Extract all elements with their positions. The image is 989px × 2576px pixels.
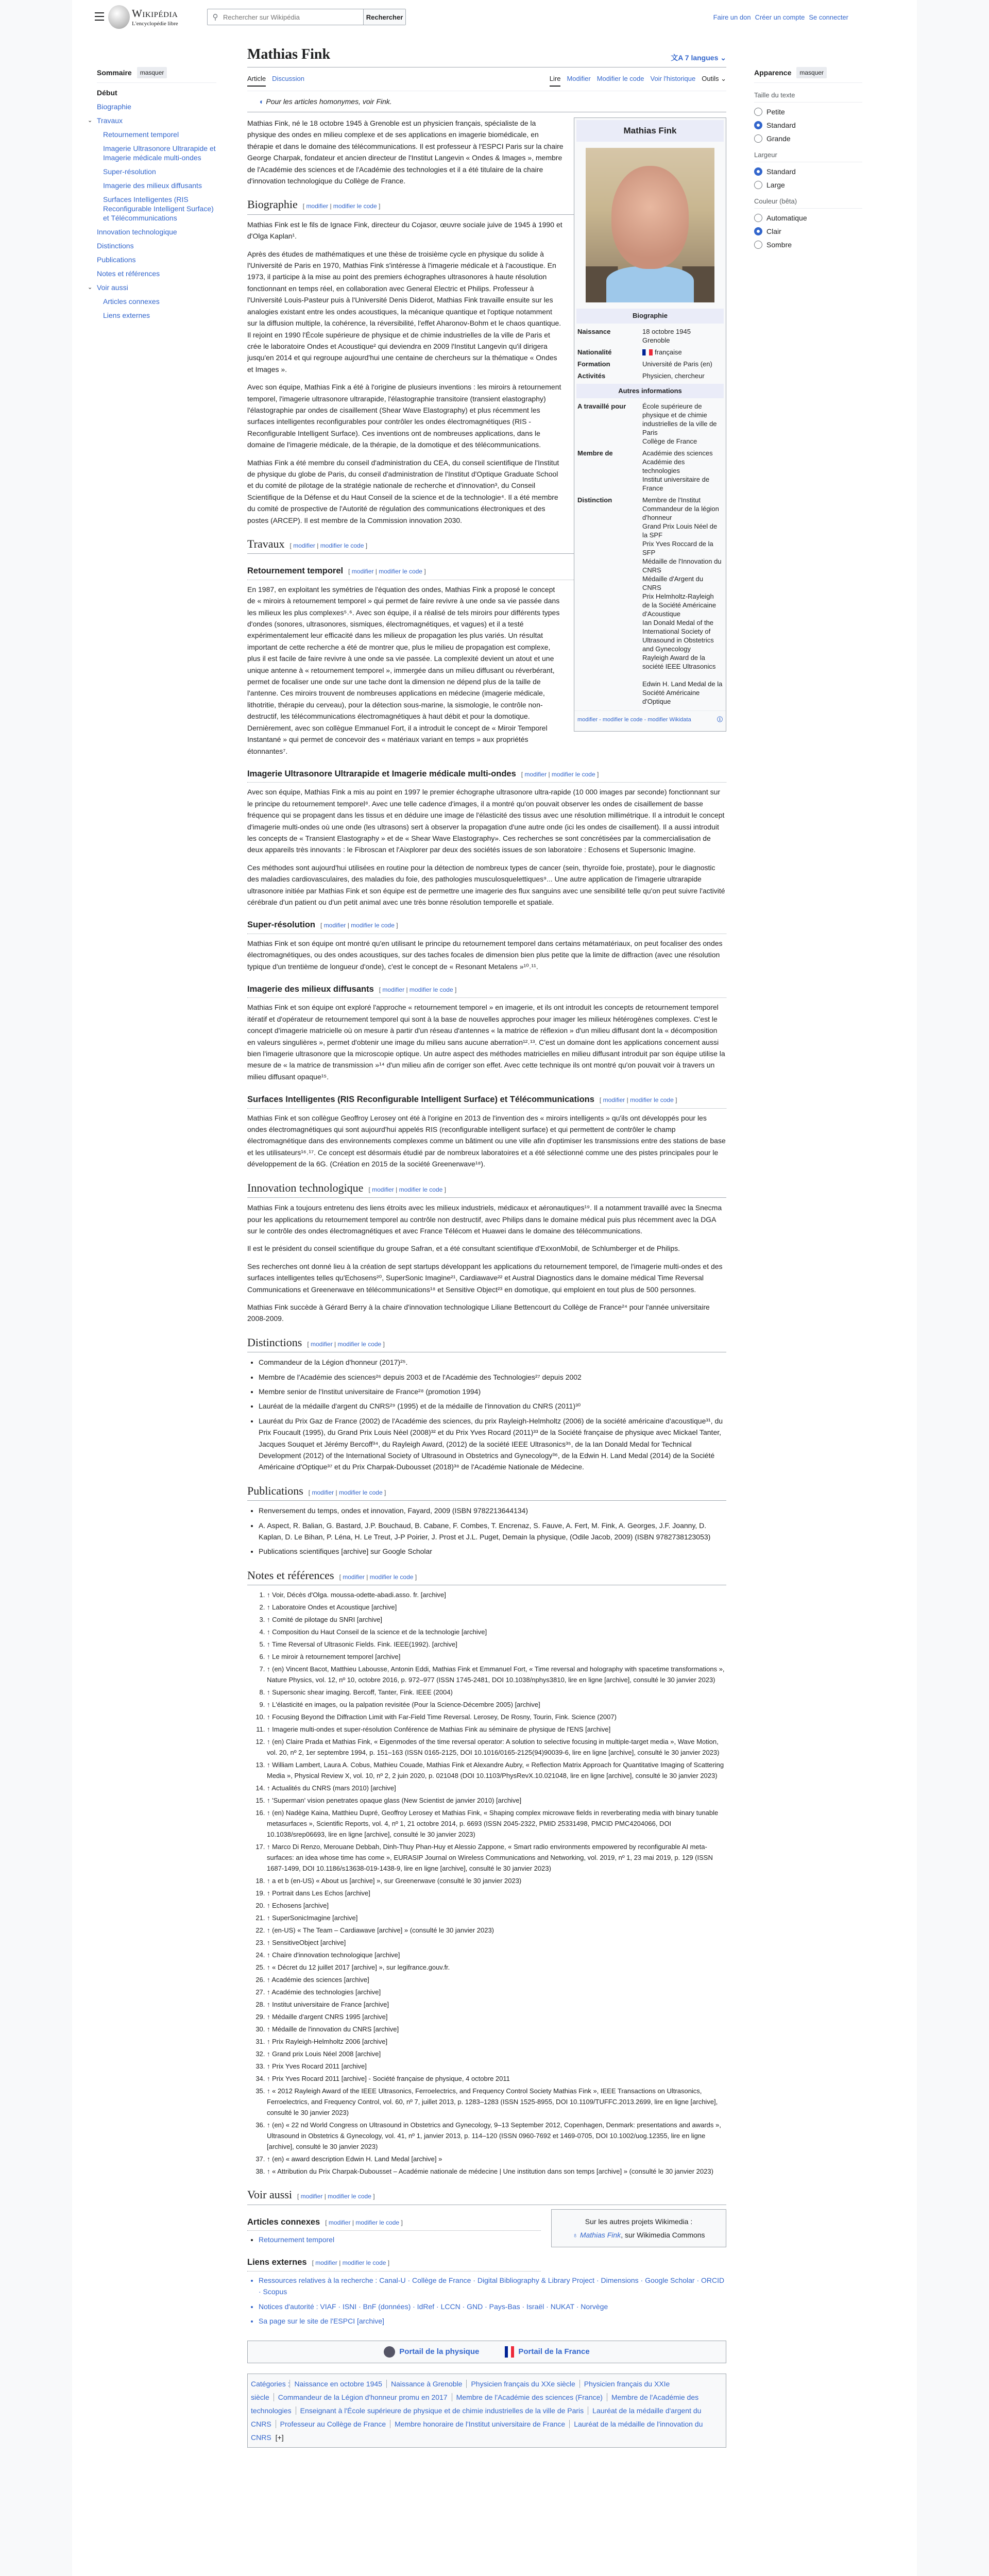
radio-option[interactable] [754,167,862,176]
publications-list [259,1505,726,1557]
reference-item[interactable]: 31. ↑ Prix Rayleigh-Helmholtz 2006 [archive] [267,2036,726,2047]
portals-box [247,2341,726,2363]
paragraph: Mathias Fink succède à Gérard Berry à la chaire d'innovation technologique Liliane Bettencourt du Collège de France²⁴ pour l'année universitaire 2008-2009. [247,1302,710,1323]
appearance-title: Apparence [754,69,792,77]
infobox-key: Nationalité [577,348,612,356]
section-heading-notes: Notes et références [ modifier | modifier le code ] [247,1570,726,1585]
reference-item[interactable]: 8. ↑ Supersonic shear imaging. Bercoff, Tanter, Fink. IEEE (2004) [267,1687,726,1698]
radio-button[interactable] [754,121,762,129]
section-heading-articles-connexes: Articles connexes [ modifier | modifier le code ] [247,2216,541,2231]
external-link-item[interactable]: • Notices d'autorité : VIAF · ISNI · BnF (données) · IdRef · LCCN · GND · Pays-Bas · Israël · NUKAT · Norvège [259,2301,726,2312]
categories-expand-button[interactable]: [+] [275,2433,284,2442]
infobox-title: Mathias Fink [576,120,724,142]
tab-article[interactable]: Article [247,75,266,87]
categories-label[interactable]: Catégories : [251,2379,290,2388]
edit-source-link[interactable]: modifier le code [409,986,453,993]
reference-item[interactable]: 33. ↑ Prix Yves Rocard 2011 [archive] [267,2061,726,2072]
edit-link[interactable]: modifier [306,202,329,210]
search-form [207,9,406,25]
reference-item[interactable]: 34. ↑ Prix Yves Rocard 2011 [archive] - Société française de physique, 4 octobre 2011 [267,2073,726,2084]
hamburger-menu-icon[interactable] [95,12,104,21]
paragraph: Mathias Fink et son équipe ont montré qu'en utilisant le principe du retournement temporel dans certains métamatériaux, on peut focaliser des ondes électromagnétiques, ou des ondes acoustiques, sur des taches focales de dimension bien plus petite que la limite de diffraction (avec une résolution typique d'un trentième de longueur d'onde), c'est le concept de « Resonant Metalens »¹⁰˒¹¹. [247,939,723,971]
donate-link[interactable]: Faire un don [713,13,751,21]
toc-hide-button[interactable]: masquer [137,67,167,78]
toc-item-label[interactable]: Travaux [97,116,123,125]
category-link [289,2380,386,2388]
reference-item[interactable]: 21. ↑ SuperSonicImagine [archive] [267,1912,726,1923]
edit-source-link[interactable]: modifier le code [342,2259,386,2267]
reference-item[interactable]: 20. ↑ Echosens [archive] [267,1900,726,1911]
radio-button[interactable] [754,108,762,116]
reference-item[interactable]: 15. ↑ 'Superman' vision penetrates opaque glass (New Scientist de janvier 2010) [archive] [267,1795,726,1806]
tab-edit[interactable]: Modifier [567,75,591,82]
edit-links: [ modifier | modifier le code ] [289,542,368,549]
radio-button[interactable] [754,134,762,143]
portal-france-link[interactable]: Portail de la France [518,2347,590,2356]
edit-source-link[interactable]: modifier le code [379,568,422,575]
infobox-value-text: École supérieure de physique et de chimie industrielles de la ville de Paris Collège de France [642,402,717,446]
search-input[interactable] [223,9,363,25]
toc-item-label[interactable]: Liens externes [103,311,150,319]
category-link [466,2380,579,2388]
sister-projects-box [551,2209,726,2247]
category-link-text[interactable]: Naissance à Grenoble [390,2379,463,2388]
edit-link[interactable]: modifier [311,1340,333,1348]
infobox-row [574,346,726,358]
toc-item[interactable] [97,167,216,176]
article-body [247,117,726,2448]
edit-links: [ modifier | modifier le code ] [599,1096,677,1104]
infobox-value [642,348,723,357]
category-link [274,2393,452,2401]
edit-links: [ modifier | modifier le code ] [320,922,398,929]
toc-item[interactable] [97,88,216,97]
physics-portal-icon [384,2346,395,2358]
radio-option[interactable] [754,241,862,249]
appearance-group-label: Couleur (bêta) [754,194,862,209]
reference-item[interactable]: 19. ↑ Portrait dans Les Echos [archive] [267,1888,726,1899]
reference-item[interactable]: 11. ↑ Imagerie multi-ondes et super-résolution Conférence de Mathias Fink au séminaire de physique de l'ENS [archive] [267,1724,726,1735]
edit-link[interactable]: modifier [300,2193,323,2200]
login-link[interactable]: Se connecter [809,13,848,21]
reference-item[interactable]: 27. ↑ Académie des technologies [archive] [267,1987,726,1997]
logo-tagline: L'encyclopédie libre [132,21,178,27]
reference-item[interactable]: 29. ↑ Médaille d'argent CNRS 1995 [archive] [267,2011,726,2022]
chevron-down-icon[interactable]: ⌄ [88,284,93,291]
section-heading-publications: Publications [ modifier | modifier le code ] [247,1485,726,1501]
reference-item[interactable]: 12. ↑ (en) Claire Prada et Mathias Fink, « Eigenmodes of the time reversal operator: A solution to selective focusing in multiple-target media », Wave Motion, vol. 20, nº 2, 1er septembre 1994, p. 151–163 (ISSN 0165-2125, DOI 10.1016/0165-2125(94)90039-6, lire en ligne [archive], consulté le 30 janvier 2023) [267,1736,726,1758]
category-link [390,2420,569,2428]
infobox-row [574,494,726,707]
toc-item-label[interactable]: Biographie [97,103,131,111]
external-link-item[interactable]: • Sa page sur le site de l'ESPCI [archive] [259,2315,726,2327]
reference-item[interactable]: 18. ↑ a et b (en-US) « About us [archive] », sur Greenerwave (consulté le 30 janvier 2023) [267,1875,726,1886]
edit-link[interactable]: modifier [323,922,346,929]
toc-sidebar [88,67,216,325]
external-link-item[interactable]: • Ressources relatives à la recherche : Canal-U · Collège de France · Digital Bibliography & Library Project · Dimensions · Google Scholar · ORCID · Scopus [259,2275,726,2298]
header [72,0,917,36]
distinction-item: • Membre senior de l'Institut universitaire de France²⁸ (promotion 1994) [259,1386,726,1397]
reference-item[interactable]: 23. ↑ SensitiveObject [archive] [267,1937,726,1948]
toc-item[interactable] [97,297,216,306]
toc-item[interactable] [88,283,216,292]
toc-list [88,88,216,320]
toc-item-label[interactable]: Publications [97,256,136,264]
france-flag-icon [642,349,653,355]
reference-item[interactable]: 14. ↑ Actualités du CNRS (mars 2010) [archive] [267,1783,726,1793]
infobox-value-text: 18 octobre 1945 Grenoble [642,327,691,344]
tab-edit-source[interactable]: Modifier le code [596,75,644,82]
infobox-value [642,496,723,706]
tab-read[interactable]: Lire [550,75,561,87]
reference-item[interactable]: 5. ↑ Time Reversal of Ultrasonic Fields. Fink. IEEE(1992). [archive] [267,1639,726,1650]
edit-source-link[interactable]: modifier le code [328,2193,371,2200]
toc-item-label[interactable]: Distinctions [97,242,134,250]
intro-paragraph: Mathias Fink, né le 18 octobre 1945 à Grenoble est un physicien français, spécialiste de la physique des ondes en milieu complexe et de ses applications en imagerie biomédicale, en thérapie et dans le domaine des télécommunications. Il est professeur à l'ESPCI Paris sur la chaire George Charpak, fondateur et ancien directeur de l'Institut Langevin « Ondes & Images », membre de l'Académie des sciences et de l'Académie des technologies et il a été titulaire de la chaire d'innovation technologique du Collège de France. [247,119,564,185]
appearance-group-label: Taille du texte [754,88,862,103]
edit-source-link[interactable]: modifier le code [333,202,377,210]
reference-item[interactable]: 24. ↑ Chaire d'innovation technologique [archive] [267,1950,726,1960]
edit-source-link[interactable]: modifier le code [351,922,395,929]
toc-item[interactable] [88,116,216,125]
reference-item[interactable]: 9. ↑ L'élasticité en images, ou la palpation revisitée (Pour la Science-Décembre 2005) [archive] [267,1699,726,1710]
toc-item-label[interactable]: Innovation technologique [97,228,177,236]
paragraph: Il est le président du conseil scientifique du groupe Safran, et a été consultant scientifique d'ExxonMobil, de Schlumberger et de Philips. [247,1244,680,1253]
radio-button[interactable] [754,227,762,235]
categories-box [247,2374,726,2448]
radio-button[interactable] [754,241,762,249]
edit-link[interactable]: modifier [351,568,374,575]
appearance-hide-button[interactable]: masquer [796,67,827,78]
paragraph: Mathias Fink et son équipe ont exploré l'approche « retournement temporel » en imagerie, et ils ont introduit les concepts de retournement temporel itératif et d'opérateur de retournement temporel qui sont à la base de nouvelles approches pour imager les milieux hétérogènes complexes. C'est le concept d'imagerie matricielle où on mesure à partir d'un réseau d'antennes « la matrice de réflexion » d'un milieu diffusant dont la « décomposition en valeurs singulières », permet d'obtenir une image du milieu sans aucune aberration¹²˒¹³. C'est un domaine dont les applications concernent aussi bien l'imagerie ultrasonore que la microscopie optique. Un autre aspect des méthodes matricielles en milieu diffusant introduit par son équipe utilise la mesure de « la matrice de transmission »¹⁴ d'un milieu afin de corriger son effet. Avec cette technique ils ont montré qu'on pouvait voir à travers un milieu diffusant opaque¹⁵. [247,1003,725,1081]
toc-item[interactable] [97,195,216,223]
tools-dropdown[interactable]: Outils ⌄ [702,75,726,82]
appearance-panel [754,67,862,254]
search-button[interactable]: Rechercher [363,9,405,25]
page-title: Mathias Fink [247,46,331,62]
portal-physics-link[interactable]: Portail de la physique [399,2347,480,2356]
reference-item[interactable]: 10. ↑ Focusing Beyond the Diffraction Limit with Far-Field Time Reversal. Lerosey, De Rosny, Tourin, Fink. Science (2007) [267,1711,726,1722]
section-title: Imagerie des milieux diffusants [247,985,374,994]
disambiguation-icon: ◐ [260,97,266,106]
toc-item-label[interactable]: Imagerie des milieux diffusants [103,181,202,190]
commons-suffix: , sur Wikimedia Commons [621,2230,705,2239]
page-tabs [247,75,726,91]
toc-item[interactable] [97,241,216,250]
search-icon: ⚲ [212,13,218,22]
infobox-edit-links[interactable]: modifier - modifier le code - modifier Wikidata [577,717,691,723]
reference-item[interactable]: 28. ↑ Institut universitaire de France [archive] [267,1999,726,2010]
edit-links: [ modifier | modifier le code ] [368,1185,446,1193]
radio-button[interactable] [754,214,762,222]
radio-button[interactable] [754,181,762,189]
sister-title: Sur les autres projets Wikimedia : [585,2217,693,2226]
infobox-value-text: française [655,348,682,356]
category-link-text[interactable]: Physicien français du XXIe siècle [251,2379,670,2401]
distinction-item: • Lauréat du Prix Gaz de France (2002) de l'Académie des sciences, du prix Rayleigh-Helmholtz (2006) de la société américaine d'acoustique³¹, du Prix Foucault (1995), du Grand Prix Louis Néel (2008)³² et du Prix Yves Rocard (2011)³³ de la Société française de physique avec Mickael Tanter, Jacques Souquet et Jérémy Bercoff³⁴, du Rayleigh Award, (2012) de la société IEEE Ultrasonics³⁵, de la Ian Donald Medal for Technical Development (2012) of the International Society of Ultrasound in Obstetrics and Gynecology³⁶, de la Edwin H. Land Medal (2014) de la Société Américaine d'Optique³⁷ et du Prix Charpak-Dubousset (2018)³⁸ de l'Académie Nationale de Médecine. [259,1415,726,1473]
section-heading [247,1182,726,1198]
edit-link[interactable]: modifier [312,1488,334,1496]
reference-item[interactable]: 4. ↑ Composition du Haut Conseil de la science et de la technologie [archive] [267,1626,726,1637]
section-title: Retournement temporel [247,566,344,576]
france-flag-icon [505,2346,514,2358]
publication-item: • Publications scientifiques [archive] sur Google Scholar [259,1546,726,1557]
section-heading [247,1094,726,1108]
infobox-key: Activités [577,371,606,380]
commons-icon: ♁ [572,2230,580,2239]
paragraph: Mathias Fink et son collègue Geoffroy Lerosey ont été à l'origine en 2013 de l'invention des « miroirs intelligents » qu'ils ont développés pour les ondes électromagnétiques qui sont aujourd'hui appelés RIS (reconfigurable intelligent surface) et qui permettent de contrôler le champ électromagnétique dans des environnements complexes comme un bâtiment ou une ville afin d'optimiser les transmissions entre des stations de base et les utilisateurs¹⁶˒¹⁷. Ce concept est désormais étudié par de nombreux laboratoires et a été sélectionné comme une des pistes principales pour le développement de la 6G. (Création en 2015 de la société Greenerwave¹⁸). [247,1113,726,1168]
category-link-text[interactable]: Lauréat de la médaille de l'innovation du CNRS [251,2419,703,2442]
infobox-key: Formation [577,360,610,368]
toc-item-label[interactable]: Surfaces Intelligentes (RIS Reconfigurable Intelligent Surface) et Télécommunications [103,195,214,222]
radio-button[interactable] [754,167,762,176]
reference-item[interactable]: 36. ↑ (en) « 22 nd World Congress on Ultrasound in Obstetrics and Gynecology, 9–13 September 2012, Copenhagen, Denmark: presentations and awards », Ultrasound in Obstetrics & Gynecology, vol. 41, nº 1, janvier 2013, p. 114–120 (ISSN 0960-7692 et 1469-0705, DOI 10.1002/uog.12355, lire en ligne [archive], consulté le 30 janvier 2023) [267,2120,726,2152]
edit-link[interactable]: modifier [382,986,405,993]
toc-item-label[interactable]: Voir aussi [97,283,128,292]
infobox-value-text: Physicien, chercheur [642,371,705,380]
section-title: Biographie [247,198,298,211]
infobox-value [642,402,723,446]
commons-link[interactable]: Mathias Fink [579,2230,621,2239]
toc-item-label[interactable]: Imagerie Ultrasonore Ultrarapide et Imagerie médicale multi-ondes [103,144,216,162]
category-link-text[interactable]: Membre de l'Académie des technologies [251,2393,699,2415]
category-link-text[interactable]: Naissance en octobre 1945 [294,2379,382,2388]
tab-history[interactable]: Voir l'historique [650,75,696,82]
tab-discussion[interactable]: Discussion [272,75,304,82]
radio-label: Standard [766,121,796,129]
edit-link[interactable]: modifier [524,770,547,778]
infobox-section-biographie: Biographie [576,309,724,323]
radio-label: Grande [766,134,791,143]
toc-item-label[interactable]: Retournement temporel [103,130,179,139]
related-link[interactable]: Retournement temporel [259,2235,335,2244]
infobox-value-text: Université de Paris (en) [642,360,712,368]
radio-option[interactable] [754,108,862,116]
radio-label: Sombre [766,241,792,249]
paragraph: Avec son équipe, Mathias Fink a été à l'origine de plusieurs inventions : les miroirs à retournement temporel, l'imagerie ultrasonore ultrarapide, l'élastographie transitoire (transient elastography) l'élastographie par ondes de cisaillement (Shear Wave Elastography) et plus récemment les surfaces intelligentes reconfigurables pour contrôler les ondes électromagnétiques (RIS - Reconfigurable Intelligent Surface). Ces inventions ont de nombreuses applications, dans le domaine de l'imagerie médicale, de la thérapie, de la domotique et des télécommunications. [247,383,561,449]
radio-label: Standard [766,167,796,176]
edit-link[interactable]: modifier [343,1573,365,1581]
category-link-text[interactable]: Lauréat de la médaille d'argent du CNRS [251,2406,702,2428]
language-count: 7 langues [685,54,719,62]
user-links [713,13,848,21]
edit-source-link[interactable]: modifier le code [630,1096,674,1104]
toc-item[interactable] [97,102,216,111]
radio-label: Large [766,181,785,189]
paragraph: Mathias Fink est le fils de Ignace Fink, directeur du Cojasor, œuvre sociale juive de 1945 à 1990 et d'Olga Kaplan¹. [247,220,562,241]
category-link [276,2420,390,2428]
infobox-row [574,358,726,370]
radio-option[interactable] [754,121,862,129]
infobox-value [642,360,723,368]
publication-item: • A. Aspect, R. Balian, G. Bastard, J.P. Bouchaud, B. Cabane, F. Combes, T. Encrenaz, S. Fauve, A. Fert, M. Fink, A. Georges, J.F. Joanny, D. Kaplan, D. Le Bihan, P. Léna, H. Le Treut, J-P Poirier, J. Prost et J.L. Puget, Demain la physique, (Odile Jacob, 2009) (ISBN 9782738123053) [259,1520,726,1543]
edit-link[interactable]: modifier [315,2259,337,2267]
infobox-row [574,370,726,382]
language-button[interactable]: 文A 7 langues ⌄ [671,54,726,62]
toc-item-label[interactable]: Notes et références [97,269,160,278]
section-heading [247,768,726,783]
create-account-link[interactable]: Créer un compte [755,13,805,21]
toc-title: Sommaire [97,69,132,77]
appearance-group-label: Largeur [754,148,862,162]
infobox-value [642,449,723,493]
infobox [574,117,726,732]
toc-item[interactable] [97,144,216,162]
category-link-text[interactable]: Membre de l'Académie des sciences (France) [456,2393,603,2401]
toc-item[interactable] [97,227,216,236]
reference-item[interactable]: 37. ↑ (en) « award description Edwin H. Land Medal [archive] » [267,2154,726,2164]
section-heading-liens-externes: Liens externes [ modifier | modifier le code ] [247,2257,541,2271]
radio-option[interactable] [754,181,862,189]
logo-wordmark[interactable]: Wikipédia [132,7,178,20]
toc-item[interactable] [97,181,216,190]
infobox-row [574,447,726,494]
category-link-text[interactable]: Commandeur de la Légion d'honneur promu en 2017 [278,2393,448,2401]
external-links-list [259,2275,726,2327]
paragraph: Avec son équipe, Mathias Fink a mis au point en 1997 le premier échographe ultrasonore ultra-rapide (10 000 images par seconde) fonctionnant sur le principe du retournement temporel⁸. Avec une telle cadence d'images, il a montré qu'on pouvait observer les ondes de cisaillement de basse fréquence qui se propagent dans les tissus et en déduire une image de l'élasticité des tissus avec une résolution millimétrique. Il a introduit le concept d'imagerie multi-ondes où une onde (les ultrasons) sert à observer la propagation d'une autre onde (ici les ondes de cisaillement). Il a aussi introduit les concepts de « Transient Elastography » et de « Shear Wave Elastography». Ces recherches se sont concrétisées par la commercialisation de deux appareils très innovants : le Fibroscan et l'Aixplorer par deux des sociétés issues de son laboratoire : Echosens et Supersonic Imagine. [247,788,725,854]
hatnote-text: Pour les articles homonymes, voir Fink. [266,97,392,106]
edit-links: [ modifier | modifier le code ] [348,568,426,575]
paragraph: Mathias Fink a toujours entretenu des liens étroits avec les milieux industriels, médicaux et aéronautiques¹⁹. Il a notamment travaillé avec la Snecma pour les applications du retournement temporel au contrôle non destructif, avec Philips dans le domaine médical puis plus récemment avec la DGA sur le contrôle des ondes électromagnétiques et avec France Télécom et Huawei dans le domaine des télécommunications. [247,1204,722,1235]
paragraph: Mathias Fink a été membre du conseil d'administration du CEA, du conseil scientifique de l'Institut de physique du globe de Paris, du conseil d'administration de l'Institut d'Optique Graduate School et du comité de pilotage de la stratégie nationale de recherche et d'innovation³, du Conseil Scientifique de la Défense et du Haut Conseil de la science et de la technologie⁴. Il a été membre du comité de prospective de l'Autorité de régulation des communications électroniques et des postes (ARCEP). Il est membre de la Commission innovation 2030. [247,458,559,524]
category-link-text[interactable]: Membre honoraire de l'Institut universitaire de France [395,2419,566,2428]
radio-label: Automatique [766,214,807,222]
category-link-text[interactable]: Enseignant à l'École supérieure de physique et de chimie industrielles de la ville de Paris [300,2406,584,2415]
section-heading-voir-aussi: Voir aussi [ modifier | modifier le code ] [247,2189,726,2205]
reference-item[interactable]: 3. ↑ Comité de pilotage du SNRI [archive] [267,1614,726,1625]
tools-label: Outils [702,75,719,82]
edit-source-link[interactable]: modifier le code [399,1185,443,1193]
category-link [296,2406,588,2415]
edit-links: [ modifier | modifier le code ] [521,770,599,778]
edit-link[interactable]: modifier [328,2218,351,2226]
reference-item[interactable]: 22. ↑ (en-US) « The Team – Cardiawave [archive] » (consulté le 30 janvier 2023) [267,1925,726,1936]
infobox-row [574,400,726,447]
radio-option[interactable] [754,214,862,222]
edit-source-link[interactable]: modifier le code [338,1488,383,1496]
paragraph: En 1987, en exploitant les symétries de l'équation des ondes, Mathias Fink a proposé le concept de « miroirs à retournement temporel » qui permet de faire revivre à une onde sa vie passée dans les milieux les plus complexes⁵˒⁶. Avec son équipe, il a réalisé de tels miroirs pour différents types d'ondes (sonores, ultrasonores, sismiques, électromagnétiques, et vagues) et il a testé expérimentalement leur efficacité dans les milieux de propagation les plus variés. Un résultat important de cette recherche a été de montrer que, plus le milieu de propagation est complexe, plus il est facile de faire revivre à une onde sa vie passée. La complexité devient un atout et une unique antenne à « retournement temporel », immergée dans un milieu diffusant ou réverbérant, permet de focaliser une onde sur une tache dont la dimension ne dépend plus de la taille de l'antenne. Ces miroirs trouvent de nombreuses applications en médecine (imagerie médicale, lithotritie, thérapie du cerveau), pour la détection sous-marine, la sismologie, le contrôle non-destructif, les télécommunications électromagnétiques à haut débit et pour la domotique. Dernièrement, avec son collègue Emmanuel Fort, il a introduit le concept de « Miroir Temporel Instantané » qui permet de concevoir des « matériaux variant en temps » aux propriétés étonnantes⁷. [247,585,560,755]
publication-item: • Renversement du temps, ondes et innovation, Fayard, 2009 (ISBN 9782213644134) [259,1505,726,1516]
radio-label: Clair [766,227,781,235]
section-title: Imagerie Ultrasonore Ultrarapide et Imagerie médicale multi-ondes [247,769,516,778]
reference-item[interactable]: 7. ↑ (en) Vincent Bacot, Matthieu Labousse, Antonin Eddi, Mathias Fink et Emmanuel Fort, « Time reversal and holography with spacetime transformations », Nature Physics, vol. 12, nº 10, octobre 2016, p. 972–977 (ISSN 1745-2481, DOI 10.1038/nphys3810, lire en ligne [archive], consulté le 30 janvier 2023) [267,1664,726,1685]
infobox-key: Distinction [577,496,612,504]
infobox-key: Naissance [577,327,611,335]
category-link-text[interactable]: Physicien français du XXe siècle [471,2379,575,2388]
edit-link[interactable]: modifier [603,1096,625,1104]
edit-source-link[interactable]: modifier le code [320,542,364,549]
edit-links: [ modifier | modifier le code ] [302,202,381,210]
paragraph: Après des études de mathématiques et une thèse de troisième cycle en physique du solide à l'Université de Paris en 1970, Mathias Fink s'intéresse à l'imagerie médicale et à l'acoustique. En 1973, il participe à la mise au point des premiers échographes ultrasonores à haute résolution fonctionnant en temps réel, en collaboration avec General Electric et Philips. Professeur à l'Université Louis-Pasteur puis à l'Université Denis Diderot, Mathias Fink travaille ensuite sur les analogies existant entre les ondes acoustiques, la mécanique quantique et l'optique notamment sur la diffusion multiple, la cohérence, la réversibilité, l'effet Aharonov-Bohm et le chaos quantique. Il rejoint en 1990 l'École supérieure de physique et de chimie industrielles de la ville de Paris et crée le laboratoire Ondes et Acoustique² qui deviendra en 2009 l'Institut Langevin qu'il dirigera jusqu'en 2014 et qui regroupe aujourd'hui une centaine de chercheurs sur la thématique « Ondes et Images ». [247,249,561,374]
toc-item[interactable] [97,269,216,278]
edit-links: [ modifier | modifier le code ] [379,986,457,993]
page [72,0,917,2576]
toc-item[interactable] [97,130,216,139]
reference-item[interactable]: 13. ↑ William Lambert, Laura A. Cobus, Mathieu Couade, Mathias Fink et Alexandre Aubry, « Reflection Matrix Approach for Quantitative Imaging of Scattering Media », Physical Review X, vol. 10, nº 2, 2 juin 2020, p. 021048 (DOI 10.1103/PhysRevX.10.021048, lire en ligne [archive], consulté le 30 janvier 2023) [267,1759,726,1781]
edit-link[interactable]: modifier [293,542,315,549]
section-title: Super-résolution [247,920,316,930]
section-heading [247,984,726,998]
paragraph: Ses recherches ont donné lieu à la création de sept startups développant les applications du retournement temporel, de l'imagerie multi-ondes et des surfaces intelligentes telles qu'Echosens²⁰, SuperSonic Imagine²¹, Cardiawave²² et Austral Diagnostics dans le domaine médical Time Reversal Communications et Greenerwave en télécommunications¹⁸ et Sensitive Object²³ en domotique, qui emploient en tout plus de 500 personnes. [247,1262,723,1294]
radio-option[interactable] [754,227,862,235]
toc-item[interactable] [97,311,216,320]
reference-item[interactable]: 1. ↑ Voir, Décès d'Olga. moussa-odette-abadi.asso. fr. [archive] [267,1589,726,1600]
toc-item-label[interactable]: Articles connexes [103,297,160,306]
reference-item[interactable]: 25. ↑ « Décret du 12 juillet 2017 [archive] », sur legifrance.gouv.fr. [267,1962,726,1973]
section-title: Travaux [247,537,285,550]
reference-item[interactable]: 2. ↑ Laboratoire Ondes et Acoustique [archive] [267,1602,726,1613]
edit-source-link[interactable]: modifier le code [355,2218,400,2226]
paragraph: Ces méthodes sont aujourd'hui utilisées en routine pour la détection de nombreux types de cancer (sein, thyroïde foie, prostate), pour le diagnostic des maladies cardiovasculaires, des maladies du foie, des pathologies musculosquelettiques⁹... Une autre application de l'imagerie ultrarapide ultrasonore initiée par Mathias Fink et son équipe est de permettre une imagerie des flux sanguins avec une sensibilité telle qu'on peut suivre l'activité cérébrale d'un patient ou d'un petit animal avec une très bonne résolution temporelle et spatiale. [247,863,725,906]
reference-item[interactable]: 17. ↑ Marco Di Renzo, Merouane Debbah, Dinh-Thuy Phan-Huy et Alessio Zappone, « Smart radio environments empowered by reconfigurable AI meta-surfaces: an idea whose time has come », EURASIP Journal on Wireless Communications and Networking, vol. 2019, nº 1, 23 mai 2019, p. 129 (ISSN 1687-1499, DOI 10.1186/s13638-019-1438-9, lire en ligne [archive], consulté le 30 janvier 2023) [267,1841,726,1874]
infobox-value [642,371,723,380]
toc-item[interactable] [97,255,216,264]
distinction-item: • Lauréat de la médaille d'argent du CNRS²⁹ (1995) et de la médaille de l'innovation du CNRS (2011)³⁰ [259,1400,726,1412]
edit-source-link[interactable]: modifier le code [337,1340,382,1348]
reference-item[interactable]: 32. ↑ Grand prix Louis Néel 2008 [archive] [267,2048,726,2059]
edit-source-link[interactable]: modifier le code [551,770,595,778]
reference-item[interactable]: 16. ↑ (en) Nadège Kaina, Matthieu Dupré, Geoffroy Lerosey et Mathias Fink, « Shaping complex microwave fields in reverberating media with binary tunable metasurfaces », Scientific Reports, vol. 4, nº 1, 21 octobre 2014, p. 6693 (ISSN 2045-2322, PMID 25331498, PMCID PMC4204066, DOI 10.1038/srep06693, lire en ligne [archive], consulté le 30 janvier 2023) [267,1807,726,1840]
edit-source-link[interactable]: modifier le code [369,1573,414,1581]
section-heading-distinctions: Distinctions [ modifier | modifier le code ] [247,1337,726,1352]
toc-item-label[interactable]: Début [97,89,117,97]
reference-item[interactable]: 6. ↑ Le miroir à retournement temporel [archive] [267,1651,726,1662]
wikipedia-globe-logo[interactable] [108,5,130,29]
category-link [386,2380,467,2388]
infobox-value-text: Académie des sciences Académie des technologies Institut universitaire de France [642,449,713,493]
info-icon[interactable]: ⓘ [717,717,723,723]
distinction-item: • Commandeur de la Légion d'honneur (2017)²⁵. [259,1357,726,1368]
hatnote [247,91,726,112]
portrait-photo[interactable] [586,148,714,302]
distinctions-list [259,1357,726,1473]
section-heading [247,919,726,934]
section-title: Surfaces Intelligentes (RIS Reconfigurable Intelligent Surface) et Télécommunications [247,1095,594,1105]
main-content [247,46,726,2448]
infobox-value-text: Membre de l'Institut Commandeur de la légion d'honneur Grand Prix Louis Néel de la SPF Prix Yves Roccard de la SFP Médaille de l'Innovation du CNRS Médaille d'Argent du CNRS Prix Helmholtz-Rayleigh de la Société Américaine d'Acoustique Ian Donald Medal of the International Society of Ultrasound in Obstetrics and Gynecology Rayleigh Award de la société IEEE Ultrasonics Edwin H. Land Medal de la Société Américaine d'Optique [642,496,723,706]
infobox-value [642,327,723,345]
distinction-item: • Membre de l'Académie des sciences²⁶ depuis 2003 et de l'Académie des Technologies²⁷ depuis 2002 [259,1371,726,1383]
category-link [452,2393,607,2401]
reference-item[interactable]: 35. ↑ « 2012 Rayleigh Award of the IEEE Ultrasonics, Ferroelectrics, and Frequency Control Society Mathias Fink », IEEE Transactions on Ultrasonics, Ferroelectrics, and Frequency Control, vol. 60, nº 7, juillet 2013, p. 1283–1283 (ISSN 1525-8955, DOI 10.1109/TUFFC.2013.2699, lire en ligne [archive], consulté le 30 janvier 2023) [267,2086,726,2118]
translate-icon: 文A [671,54,685,62]
reference-item[interactable]: 26. ↑ Académie des sciences [archive] [267,1974,726,1985]
reference-item[interactable]: 38. ↑ « Attribution du Prix Charpak-Dubousset – Académie nationale de médecine | Une institution dans son temps [archive] » (consulté le 30 janvier 2023) [267,2166,726,2177]
radio-option[interactable] [754,134,862,143]
toc-item-label[interactable]: Super-résolution [103,167,156,176]
infobox-key: Membre de [577,449,613,457]
references-list [267,1589,726,2177]
reference-item[interactable]: 30. ↑ Médaille de l'innovation du CNRS [archive] [267,2024,726,2035]
infobox-key: A travaillé pour [577,402,626,411]
radio-label: Petite [766,108,785,116]
edit-link[interactable]: modifier [372,1185,394,1193]
section-title: Innovation technologique [247,1181,364,1194]
category-link-text[interactable]: Professeur au Collège de France [280,2419,386,2428]
infobox-row [574,326,726,346]
chevron-down-icon[interactable]: ⌄ [88,117,93,124]
infobox-section-other: Autres informations [576,384,724,398]
